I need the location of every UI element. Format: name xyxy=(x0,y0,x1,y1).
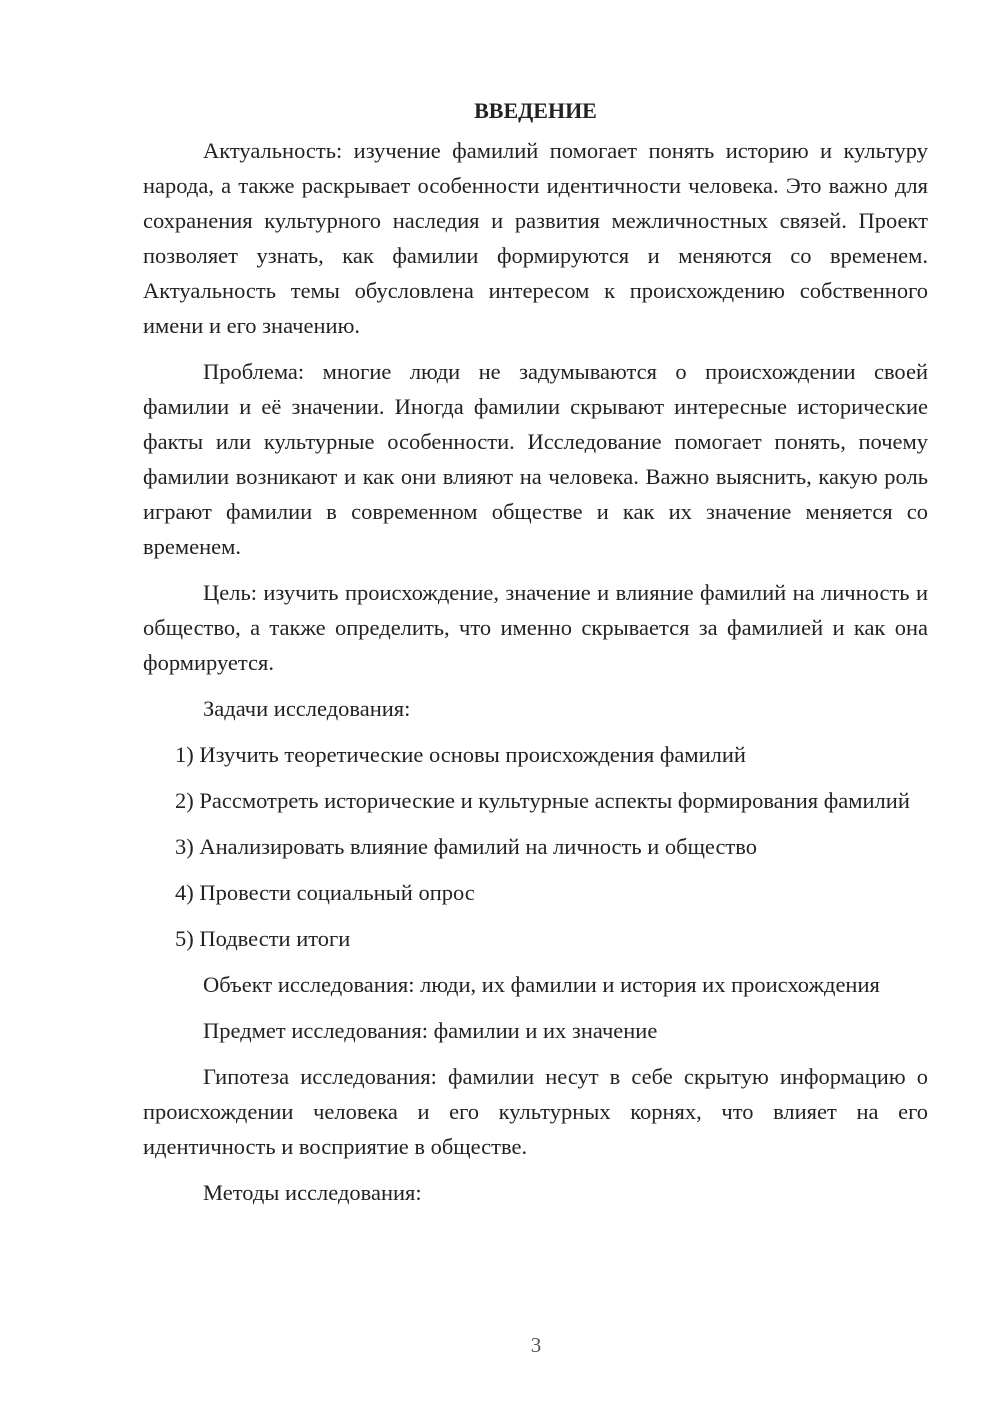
page-number: 3 xyxy=(530,1333,542,1357)
paragraph-hypothesis: Гипотеза исследования: фамилии несут в себе скрытую информацию о происхождении человека и его культурных корнях, что влияет на его идентичность и восприятие в обществе. xyxy=(143,1064,928,1159)
task-item: 2) Рассмотреть исторические и культурные аспекты формирования фамилий xyxy=(175,788,910,813)
paragraph-methods: Методы исследования: xyxy=(203,1180,422,1205)
task-item: 4) Провести социальный опрос xyxy=(175,880,475,905)
section-heading: ВВЕДЕНИЕ xyxy=(474,98,597,123)
paragraph-problem: Проблема: многие люди не задумываются о происхождении своей фамилии и её значении. Иногда фамилии скрывают интересные исторические факты или культурные особенности. Исследование помогает понять, почему фамилии возникают и как они влияют на человека. Важно выяснить, какую роль играют фамилии в современном обществе и как их значение меняется со временем. xyxy=(143,359,928,559)
paragraph-goal: Цель: изучить происхождение, значение и влияние фамилий на личность и общество, а также определить, что именно скрывается за фамилией и как она формируется. xyxy=(143,580,928,675)
task-item: 1) Изучить теоретические основы происхождения фамилий xyxy=(175,742,746,767)
task-item: 3) Анализировать влияние фамилий на личность и общество xyxy=(175,834,757,859)
tasks-title: Задачи исследования: xyxy=(203,696,411,721)
page-content xyxy=(143,97,928,1210)
paragraph-object: Объект исследования: люди, их фамилии и история их происхождения xyxy=(203,972,880,997)
task-item: 5) Подвести итоги xyxy=(175,926,351,951)
paragraph-subject: Предмет исследования: фамилии и их значение xyxy=(203,1018,658,1043)
paragraph-relevance: Актуальность: изучение фамилий помогает понять историю и культуру народа, а также раскрывает особенности идентичности человека. Это важно для сохранения культурного наследия и развития межличностных связей. Проект позволяет узнать, как фамилии формируются и меняются со временем. Актуальность темы обусловлена интересом к происхождению собственного имени и его значению. xyxy=(143,138,928,338)
